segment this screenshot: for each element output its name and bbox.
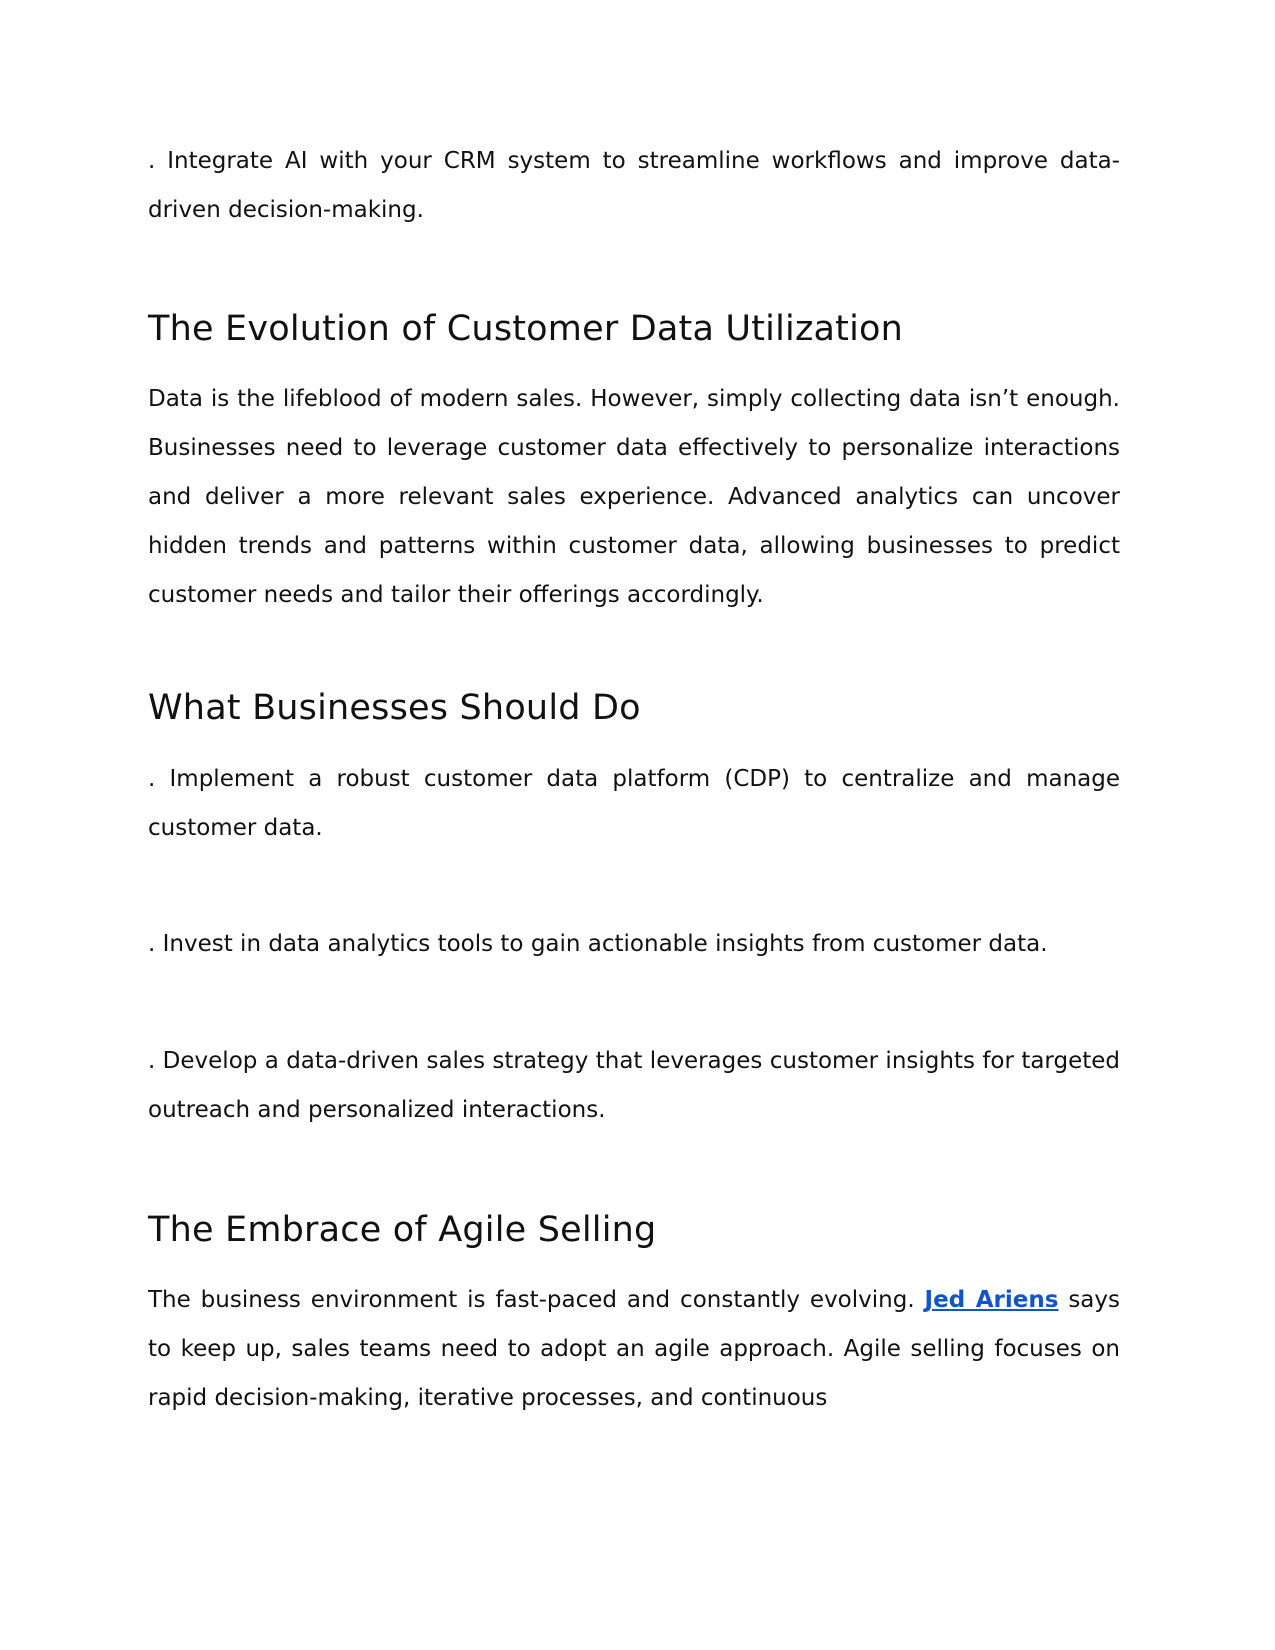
paragraph-agile-selling — [148, 1276, 1120, 1423]
paragraph-customer-data: Data is the lifeblood of modern sales. However, simply collecting data isn’t enough. Businesses need to leverage customer data effectively to personalize interactions and deliver a more relevant sales experience. Advanced analytics can uncover hidden trends and patterns within customer data, allowing businesses to predict customer needs and tailor their offerings accordingly. — [148, 386, 1120, 608]
heading-customer-data-utilization: The Evolution of Customer Data Utilization — [148, 309, 904, 349]
bullet-sales-strategy: . Develop a data-driven sales strategy that leverages customer insights for targeted outreach and personalized interactions. — [148, 1048, 1120, 1123]
bullet-analytics-tools: . Invest in data analytics tools to gain actionable insights from customer data. — [148, 931, 1048, 957]
bullet-ai-crm: . Integrate AI with your CRM system to streamline workflows and improve data-driven decision-making. — [148, 148, 1120, 223]
bullet-cdp: . Implement a robust customer data platform (CDP) to centralize and manage customer data. — [148, 766, 1120, 841]
heading-what-businesses-should-do: What Businesses Should Do — [148, 688, 641, 728]
paragraph-agile-text-after: says to keep up, sales teams need to adopt an agile approach. Agile selling focuses on rapid decision-making, iterative processes, and continuous — [148, 1287, 1120, 1411]
paragraph-agile-text-before: The business environment is fast-paced and constantly evolving. — [148, 1287, 925, 1313]
jed-ariens-link[interactable]: Jed Ariens — [924, 1287, 1059, 1313]
heading-agile-selling: The Embrace of Agile Selling — [148, 1210, 657, 1250]
